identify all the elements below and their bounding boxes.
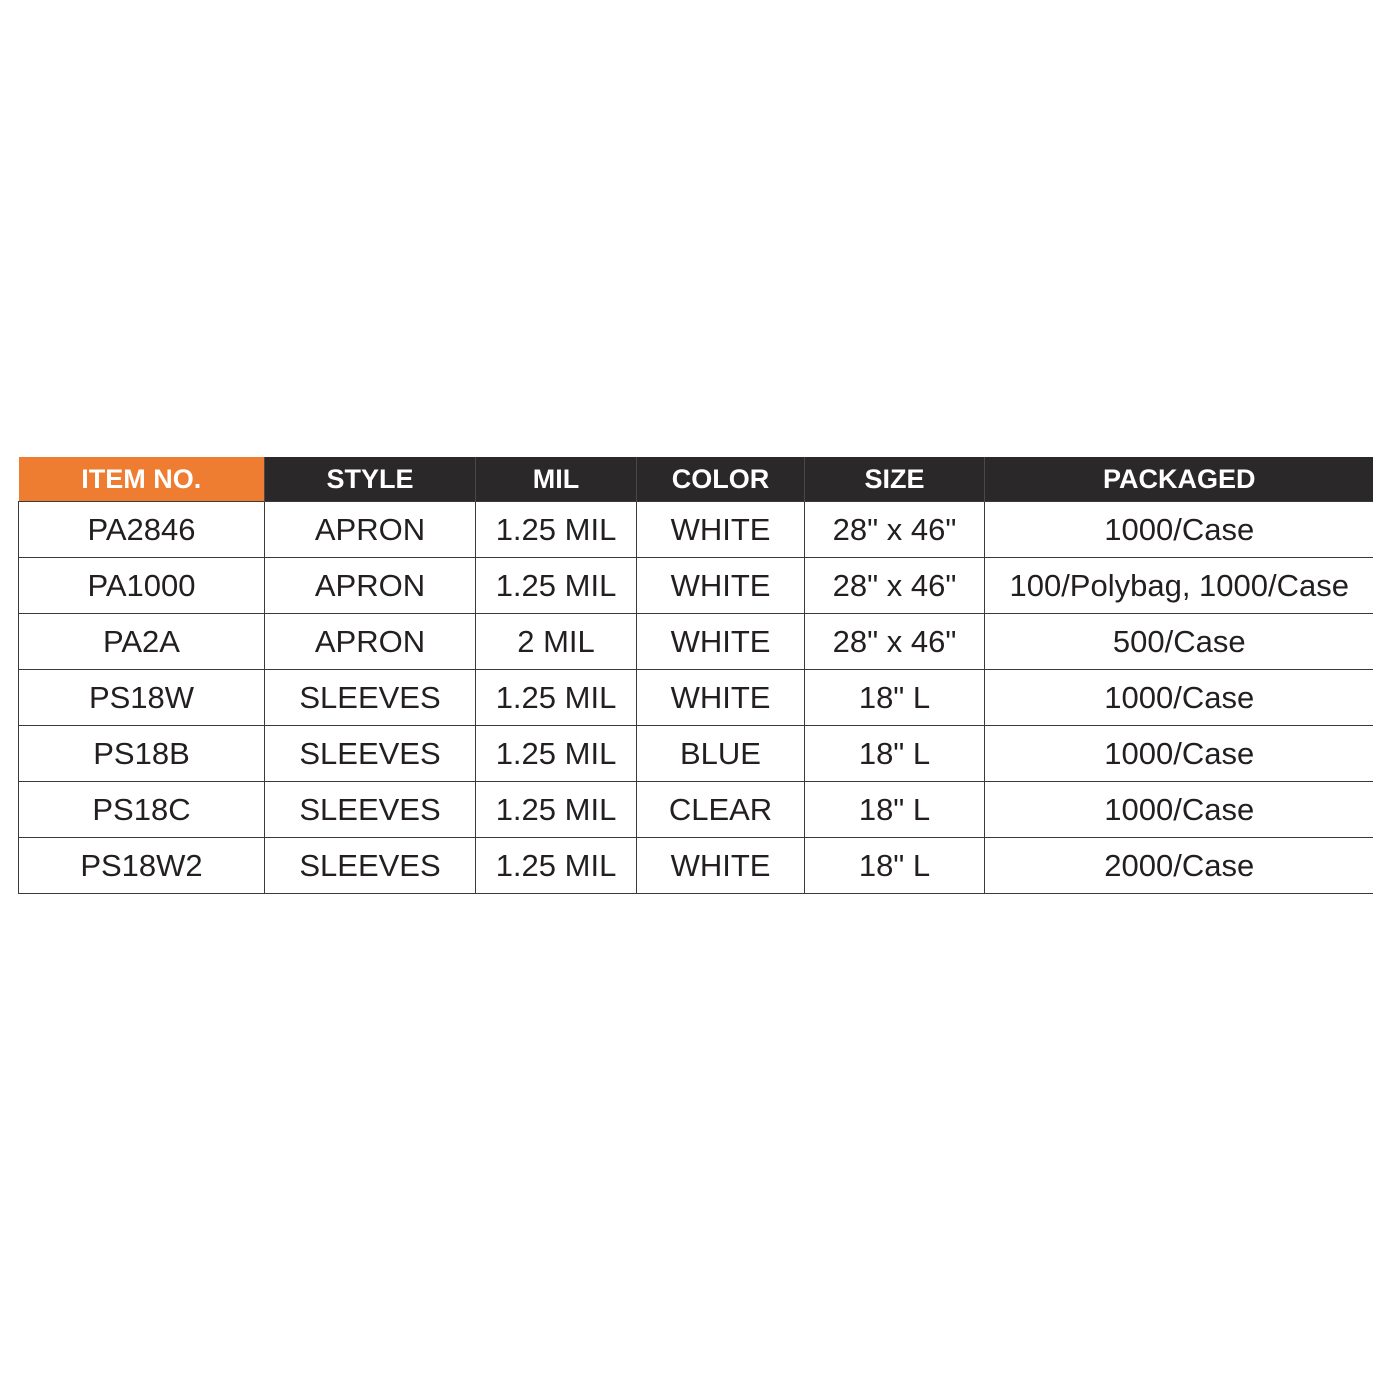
cell-size: 18" L [805,670,985,726]
cell-packaged: 500/Case [985,614,1373,670]
cell-packaged: 2000/Case [985,838,1373,894]
cell-size: 18" L [805,726,985,782]
table-row [19,726,1373,782]
cell-color: WHITE [637,614,805,670]
cell-item-no: PS18W [19,670,265,726]
cell-style: SLEEVES [265,670,476,726]
cell-item-no: PA2A [19,614,265,670]
table-row [19,614,1373,670]
header-mil: MIL [476,457,637,502]
table-row [19,670,1373,726]
cell-mil: 1.25 MIL [476,726,637,782]
cell-color: WHITE [637,838,805,894]
cell-item-no: PS18C [19,782,265,838]
cell-style: APRON [265,502,476,558]
table-row [19,558,1373,614]
cell-mil: 1.25 MIL [476,670,637,726]
header-color: COLOR [637,457,805,502]
cell-size: 18" L [805,782,985,838]
table-body [19,502,1373,894]
product-spec-table [18,457,1373,894]
cell-color: WHITE [637,502,805,558]
cell-color: WHITE [637,670,805,726]
cell-item-no: PS18W2 [19,838,265,894]
cell-style: SLEEVES [265,782,476,838]
cell-size: 28" x 46" [805,614,985,670]
cell-mil: 1.25 MIL [476,782,637,838]
header-packaged: PACKAGED [985,457,1373,502]
cell-color: CLEAR [637,782,805,838]
cell-item-no: PA2846 [19,502,265,558]
cell-packaged: 1000/Case [985,782,1373,838]
cell-style: APRON [265,558,476,614]
header-size: SIZE [805,457,985,502]
table-header [19,457,1373,502]
header-style: STYLE [265,457,476,502]
header-item-no: ITEM NO. [19,457,265,502]
cell-item-no: PS18B [19,726,265,782]
cell-packaged: 1000/Case [985,726,1373,782]
table-row [19,838,1373,894]
cell-packaged: 1000/Case [985,670,1373,726]
cell-style: SLEEVES [265,838,476,894]
cell-size: 28" x 46" [805,558,985,614]
cell-item-no: PA1000 [19,558,265,614]
header-row [19,457,1373,502]
cell-packaged: 100/Polybag, 1000/Case [985,558,1373,614]
cell-size: 18" L [805,838,985,894]
cell-mil: 1.25 MIL [476,502,637,558]
table-row [19,782,1373,838]
cell-mil: 1.25 MIL [476,558,637,614]
cell-size: 28" x 46" [805,502,985,558]
cell-style: SLEEVES [265,726,476,782]
cell-mil: 1.25 MIL [476,838,637,894]
cell-color: BLUE [637,726,805,782]
table-row [19,502,1373,558]
cell-color: WHITE [637,558,805,614]
cell-mil: 2 MIL [476,614,637,670]
cell-packaged: 1000/Case [985,502,1373,558]
cell-style: APRON [265,614,476,670]
